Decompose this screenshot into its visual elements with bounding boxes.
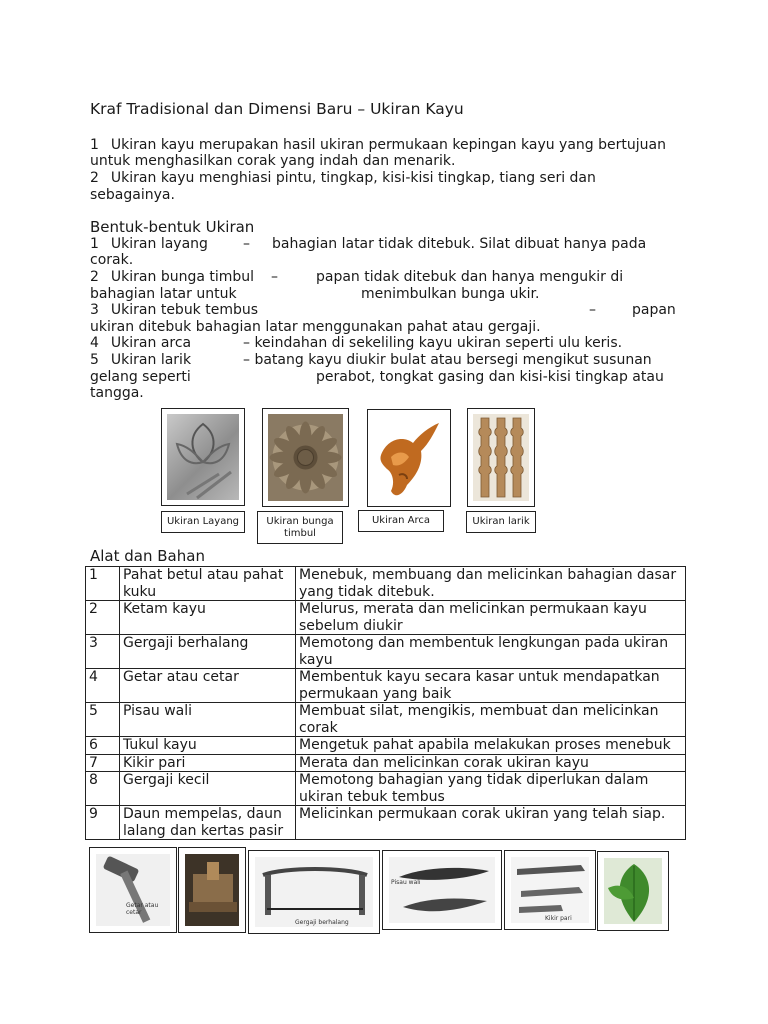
tool-use: Melurus, merata dan melicinkan permukaan kayu sebelum diukir: [296, 601, 686, 635]
caption-ukiran-bunga-timbul: Ukiran bunga timbul: [257, 511, 343, 544]
tool-number: 7: [86, 754, 120, 772]
tool-use: Memotong bahagian yang tidak diperlukan dalam ukiran tebuk tembus: [296, 772, 686, 806]
section-heading-bentuk: Bentuk-bentuk Ukiran: [90, 218, 255, 236]
getar-photo-label: Getar atau cetar: [126, 902, 159, 916]
item-dash: –: [243, 352, 250, 368]
item-desc-text: batang kayu diukir bulat atau bersegi mengikut susunan: [254, 352, 652, 368]
item-desc: corak.: [90, 252, 134, 268]
tool-use: Membuat silat, mengikis, membuat dan melicinkan corak: [296, 703, 686, 737]
list-item: [90, 335, 191, 352]
list-item: [90, 236, 208, 253]
tool-use: Mengetuk pahat apabila melakukan proses menebuk: [296, 737, 686, 755]
caption-ukiran-larik: Ukiran larik: [466, 511, 536, 533]
tools-table: [85, 566, 686, 840]
tool-number: 8: [86, 772, 120, 806]
tool-number: 6: [86, 737, 120, 755]
intro-number: 1: [90, 137, 99, 153]
intro-text: untuk menghasilkan corak yang indah dan menarik.: [90, 153, 456, 169]
getar-photo: [89, 847, 177, 933]
item-name: Ukiran layang: [110, 236, 208, 252]
tool-use: Membentuk kayu secara kasar untuk mendapatkan permukaan yang baik: [296, 669, 686, 703]
item-dash: –: [243, 236, 250, 252]
ukiran-layang-image: [161, 408, 245, 506]
item-number: 5: [90, 352, 99, 368]
table-row: [86, 601, 686, 635]
tool-number: 2: [86, 601, 120, 635]
tool-number: 9: [86, 806, 120, 840]
tool-use: Melicinkan permukaan corak ukiran yang telah siap.: [296, 806, 686, 840]
item-dash: –: [589, 302, 596, 318]
ukiran-arca-image: [367, 409, 451, 507]
intro-text: Ukiran kayu menghiasi pintu, tingkap, kisi-kisi tingkap, tiang seri dan: [110, 170, 596, 186]
item-dash: –: [271, 269, 278, 285]
item-desc: perabot, tongkat gasing dan kisi-kisi tingkap atau: [316, 369, 664, 385]
item-name: Ukiran tebuk tembus: [110, 302, 259, 318]
intro-number: 2: [90, 170, 99, 186]
tool-number: 5: [86, 703, 120, 737]
table-row: [86, 635, 686, 669]
ketam-photo: [178, 847, 246, 933]
item-number: 3: [90, 302, 99, 318]
gergaji-photo-label: Gergaji berhalang: [295, 919, 349, 926]
tool-number: 1: [86, 567, 120, 601]
tool-use: Memotong dan membentuk lengkungan pada ukiran kayu: [296, 635, 686, 669]
item-name: Ukiran arca: [110, 335, 192, 351]
item-desc: ukiran ditebuk bahagian latar menggunakan pahat atau gergaji.: [90, 319, 541, 335]
tool-name: Pahat betul atau pahat kuku: [120, 567, 296, 601]
item-number: 4: [90, 335, 99, 351]
table-row: [86, 754, 686, 772]
item-number: 1: [90, 236, 99, 252]
tool-name: Pisau wali: [120, 703, 296, 737]
item-name: Ukiran larik: [110, 352, 192, 368]
gergaji-berhalang-photo: [248, 850, 380, 934]
tool-name: Kikir pari: [120, 754, 296, 772]
list-item: [90, 269, 254, 286]
table-row: [86, 703, 686, 737]
intro-text: sebagainya.: [90, 187, 175, 203]
tool-use: Menebuk, membuang dan melicinkan bahagian dasar yang tidak ditebuk.: [296, 567, 686, 601]
item-desc: tangga.: [90, 385, 144, 401]
item-desc: [243, 352, 652, 369]
item-desc: bahagian latar tidak ditebuk. Silat dibuat hanya pada: [272, 236, 647, 252]
intro-paragraph-1: [90, 137, 666, 154]
ukiran-larik-image: [467, 408, 535, 507]
caption-ukiran-layang: Ukiran Layang: [161, 511, 245, 533]
table-row: [86, 806, 686, 840]
item-desc: menimbulkan bunga ukir.: [361, 286, 540, 302]
daun-photo: [597, 851, 669, 931]
page-title: Kraf Tradisional dan Dimensi Baru – Ukiran Kayu: [90, 100, 464, 118]
kikir-pari-photo: [504, 850, 596, 930]
item-number: 2: [90, 269, 99, 285]
table-row: [86, 669, 686, 703]
item-desc: papan tidak ditebuk dan hanya mengukir di: [316, 269, 624, 285]
intro-paragraph-2: [90, 170, 596, 187]
ukiran-bunga-timbul-image: [262, 408, 349, 507]
tool-name: Tukul kayu: [120, 737, 296, 755]
table-row: [86, 737, 686, 755]
table-row: [86, 772, 686, 806]
item-desc: papan: [632, 302, 676, 318]
item-desc-text: keindahan di sekeliling kayu ukiran seperti ulu keris.: [254, 335, 623, 351]
list-item: [90, 352, 191, 369]
item-desc: [243, 335, 622, 352]
table-row: [86, 567, 686, 601]
pisau-wali-photo: [382, 850, 502, 930]
item-name: Ukiran bunga timbul: [110, 269, 255, 285]
item-desc: gelang seperti: [90, 369, 191, 385]
tool-name: Daun mempelas, daun lalang dan kertas pasir: [120, 806, 296, 840]
caption-ukiran-arca: Ukiran Arca: [358, 510, 444, 532]
tool-name: Ketam kayu: [120, 601, 296, 635]
tool-number: 4: [86, 669, 120, 703]
item-desc: bahagian latar untuk: [90, 286, 237, 302]
intro-text: Ukiran kayu merupakan hasil ukiran permukaan kepingan kayu yang bertujuan: [110, 137, 666, 153]
list-item: [90, 302, 258, 319]
tool-use: Merata dan melicinkan corak ukiran kayu: [296, 754, 686, 772]
tool-name: Getar atau cetar: [120, 669, 296, 703]
pisau-photo-label: Pisau wali: [391, 879, 421, 886]
tool-number: 3: [86, 635, 120, 669]
section-heading-alat: Alat dan Bahan: [90, 547, 205, 565]
tool-name: Gergaji berhalang: [120, 635, 296, 669]
item-dash: –: [243, 335, 250, 351]
tool-name: Gergaji kecil: [120, 772, 296, 806]
kikir-photo-label: Kikir pari: [545, 915, 572, 922]
